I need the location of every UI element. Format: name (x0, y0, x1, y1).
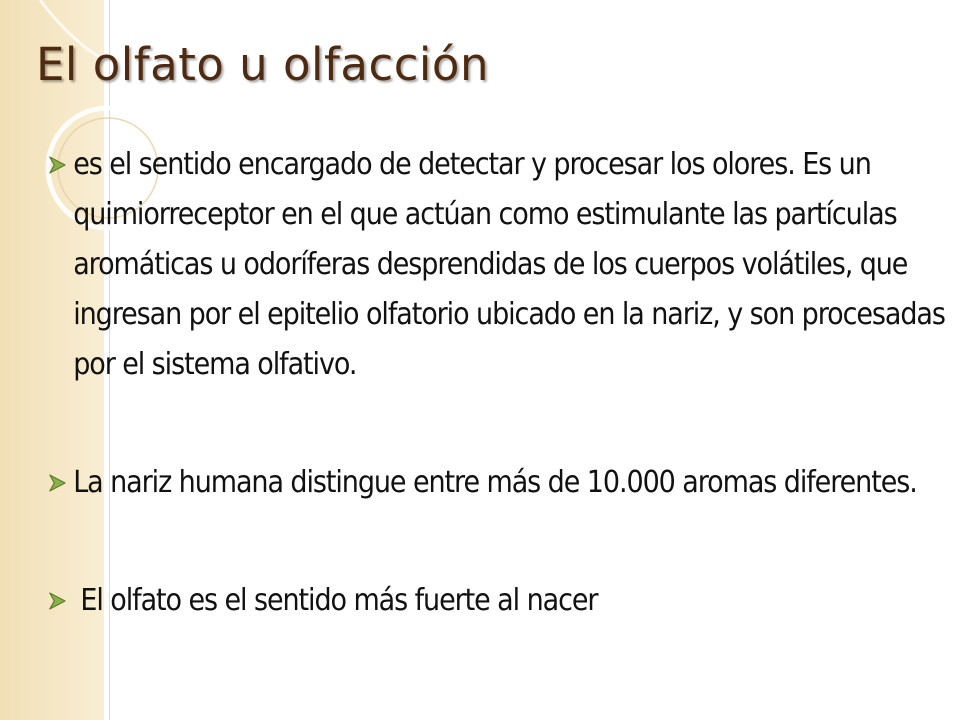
bullet-text: es el sentido encargado de detectar y procesar los olores. Es un quimiorreceptor en el que actúan como estimulante las partículas aromáticas u odoríferas desprendidas de los cuerpos volátiles, que ingresan por el epitelio olfatorio ubicado en la nariz, y son procesadas por el sistema olfativo. (73, 147, 945, 382)
slide-title: El olfato u olfacción (36, 38, 489, 91)
bullet-item (48, 458, 955, 508)
bullet-text: La nariz humana distingue entre más de 10.000 aromas diferentes. (73, 465, 917, 500)
bullet-list (48, 140, 945, 626)
arrow-bullet-icon (48, 154, 68, 176)
bullet-item (48, 576, 955, 626)
arrow-bullet-icon (48, 472, 68, 494)
arrow-bullet-icon (48, 590, 68, 612)
bullet-item (48, 140, 955, 390)
bullet-text: El olfato es el sentido más fuerte al nacer (80, 583, 598, 618)
